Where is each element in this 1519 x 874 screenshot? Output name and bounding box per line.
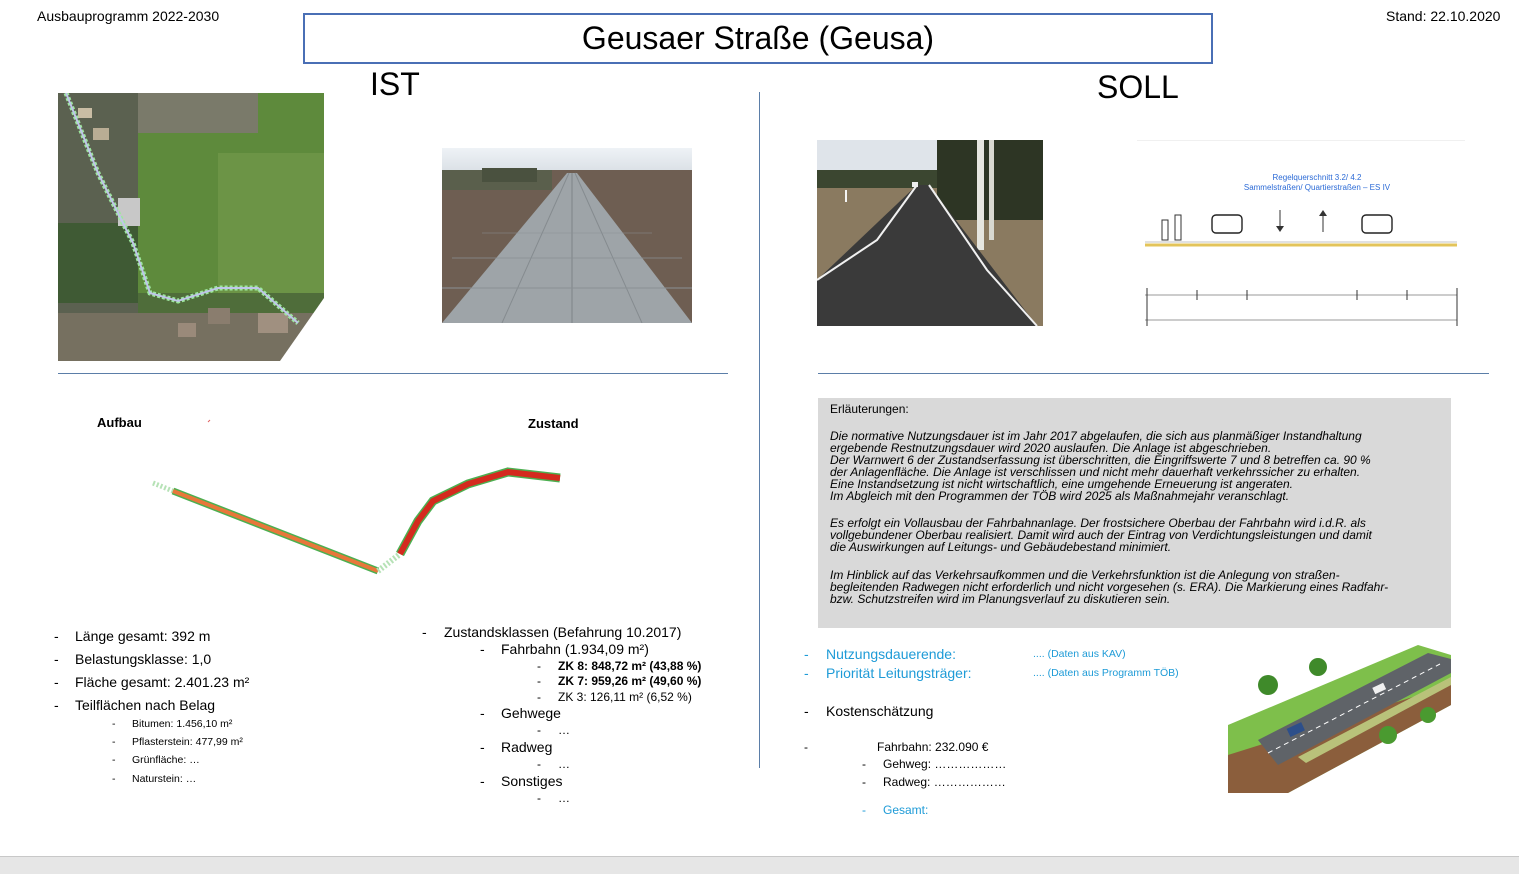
explanation-line: Die normative Nutzungsdauer ist im Jahr 2017 abgelaufen, die sich aus planmäßiger Instandhaltung — [830, 429, 1362, 443]
asphalt-road-photo — [817, 140, 1043, 326]
explanation-line: Eine Instandsetzung ist nicht wirtschaftlich, eine umgehende Erneuerung ist angeraten. — [830, 477, 1293, 491]
kosten-gehweg: Gehweg: ……………… — [883, 757, 1007, 771]
ellipsis: … — [558, 723, 570, 737]
kosten-radweg: Radweg: ……………… — [883, 775, 1006, 789]
page-title: Geusaer Straße (Geusa) — [581, 20, 935, 56]
kosten-gesamt: Gesamt: — [883, 803, 929, 817]
prioritaet-value: .... (Daten aus Programm TÖB) — [1033, 667, 1179, 679]
explanation-line: Der Warnwert 6 der Zustandserfassung ist überschritten, die Eingriffswerte 7 und 8 betreffen ca. 90 % — [830, 453, 1371, 467]
aerial-map-photo — [58, 93, 324, 361]
zk7-item: ZK 7: 959,26 m² (49,60 %) — [558, 674, 702, 688]
kostenschaetzung-label: Kostenschätzung — [826, 703, 934, 719]
zustand-label: Zustand — [528, 416, 579, 431]
nutzungsdauerende-value: .... (Daten aus KAV) — [1033, 648, 1126, 660]
explanation-line: Im Hinblick auf das Verkehrsaufkommen und die Verkehrsfunktion ist die Anlegung von straßen- — [830, 568, 1340, 582]
gehwege-item: Gehwege — [501, 705, 561, 721]
list-item: Belastungsklasse: 1,0 — [75, 651, 212, 667]
program-title: Ausbauprogramm 2022-2030 — [37, 8, 220, 24]
zk8-item: ZK 8: 848,72 m² (43,88 %) — [558, 659, 702, 673]
condition-map-graphic — [148, 416, 568, 581]
zk3-item: ZK 3: 126,11 m² (6,52 %) — [558, 690, 692, 704]
street-rendering — [1228, 645, 1451, 793]
vertical-divider — [759, 92, 760, 768]
explanation-line: vollgebundener Oberbau realisiert. Damit wird auch der Eintrag von Verdichtungsleistungen und damit — [830, 528, 1372, 542]
explanation-line: begleitenden Radwegen nicht erforderlich und nicht vorgesehen (s. ERA). Die Markierung eines Radfahr- — [830, 580, 1389, 594]
cross-section-subtitle: Sammelstraßen/ Quartierstraßen – ES IV — [1243, 183, 1391, 192]
soll-heading: SOLL — [1097, 69, 1179, 105]
list-item: Länge gesamt: 392 m — [75, 628, 211, 644]
explanation-line: ergebende Restnutzungsdauer wird 2020 auslaufen. Die Anlage ist abgeschrieben. — [830, 441, 1272, 455]
stand-date: Stand: 22.10.2020 — [1386, 8, 1501, 24]
sub-list-item: Pflasterstein: 477,99 m² — [132, 736, 243, 748]
explanation-heading: Erläuterungen: — [830, 402, 909, 416]
ist-heading: IST — [370, 66, 420, 102]
explanation-line: die Auswirkungen auf Leitungs- und Gebäudebestand minimiert. — [830, 540, 1172, 554]
explanation-line: Es erfolgt ein Vollausbau der Fahrbahnanlage. Der frostsichere Oberbau der Fahrbahn wird i.d.R. als — [830, 516, 1366, 530]
explanation-line: Im Abgleich mit den Programmen der TÖB wird 2025 als Maßnahmejahr veranschlagt. — [830, 489, 1290, 503]
list-item: Fläche gesamt: 2.401.23 m² — [75, 674, 250, 690]
concrete-road-photo — [442, 148, 692, 323]
sub-list-item: Grünfläche: … — [132, 754, 200, 766]
zustand-head: Zustandsklassen (Befahrung 10.2017) — [444, 624, 682, 640]
aufbau-label: Aufbau — [97, 415, 142, 430]
kosten-fahrbahn: Fahrbahn: 232.090 € — [877, 740, 989, 754]
list-item: Teilflächen nach Belag — [75, 697, 216, 713]
fahrbahn-item: Fahrbahn (1.934,09 m²) — [501, 641, 649, 657]
status-bar — [0, 856, 1519, 874]
ellipsis: … — [558, 791, 570, 805]
explanation-line: der Anlagenfläche. Die Anlage ist verschlissen und nicht mehr dauerhaft verkehrssicher zu erhalten. — [830, 465, 1361, 479]
sonstiges-item: Sonstiges — [501, 773, 563, 789]
cross-section-title: Regelquerschnitt 3.2/ 4.2 — [1272, 173, 1362, 182]
prioritaet-label: Priorität Leitungsträger: — [826, 665, 972, 681]
title-box — [303, 13, 1213, 64]
divider-left — [58, 373, 728, 374]
cross-section-drawing — [1137, 140, 1465, 328]
divider-right — [818, 373, 1489, 374]
ellipsis: … — [558, 757, 570, 771]
sub-list-item: Naturstein: … — [132, 773, 197, 785]
radweg-item: Radweg — [501, 739, 553, 755]
nutzungsdauerende-label: Nutzungsdauerende: — [826, 646, 956, 662]
explanation-line: bzw. Schutzstreifen wird im Planungsverlauf zu diskutieren sein. — [830, 592, 1171, 606]
sub-list-item: Bitumen: 1.456,10 m² — [132, 718, 233, 730]
